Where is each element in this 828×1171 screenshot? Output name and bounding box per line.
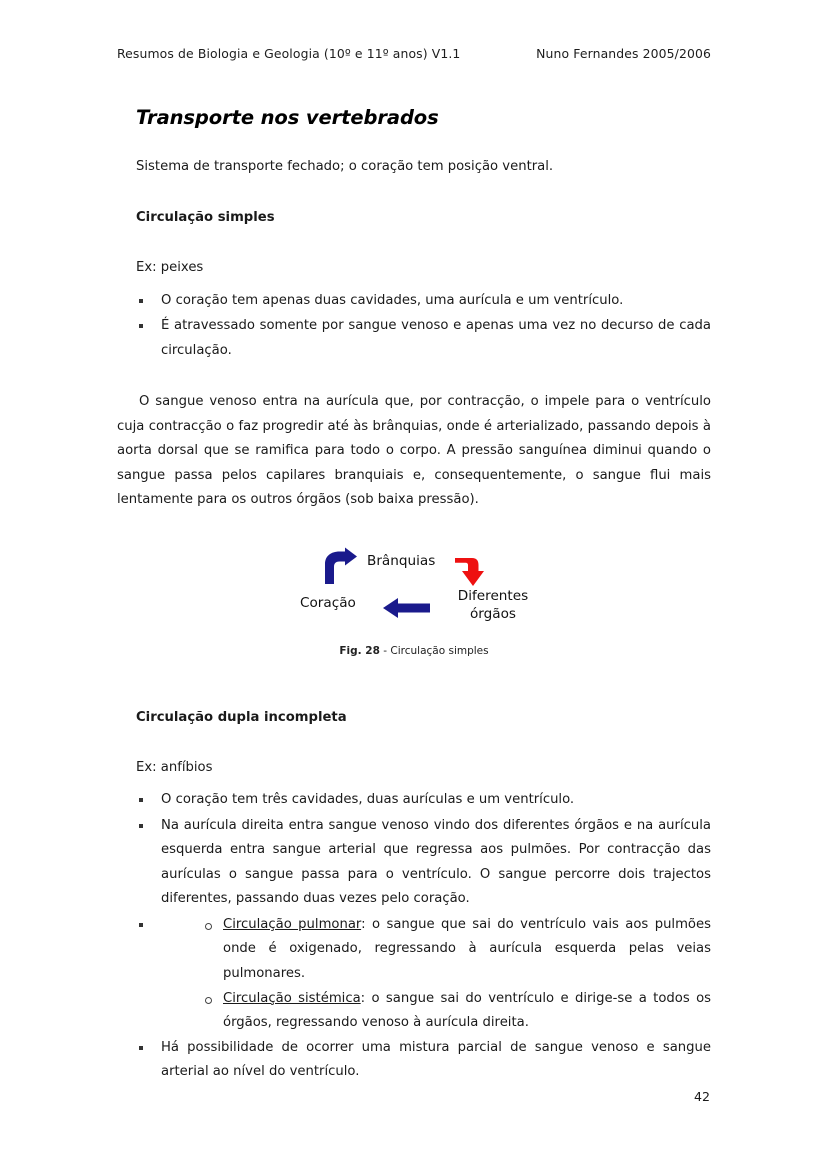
figure-diagram	[117, 541, 711, 641]
list-item: Na aurícula direita entra sangue venoso vindo dos diferentes órgãos e na aurícula esquerda entra sangue arterial que regressa aos pulmões. Por contracção das aurículas o sangue passa para o ventrículo. O sangue percorre dois trajectos diferentes, passando duas vezes pelo coração.	[117, 814, 711, 912]
arrow-left-icon	[383, 597, 431, 619]
list-item: O coração tem três cavidades, duas aurículas e um ventrículo.	[117, 788, 711, 813]
page-title: Transporte nos vertebrados	[136, 106, 439, 130]
sublist-container	[117, 913, 711, 1036]
term-circulacao-sistemica: Circulação sistémica	[223, 990, 361, 1006]
diagram-label-branquias: Brânquias	[367, 552, 436, 569]
heading-circulacao-dupla-incompleta: Circulação dupla incompleta	[136, 709, 347, 725]
header-right-text: Nuno Fernandes 2005/2006	[536, 46, 711, 61]
example-peixes: Ex: peixes	[136, 260, 204, 276]
paragraph-circulacao-simples: O sangue venoso entra na aurícula que, por contracção, o impele para o ventrículo cuja contracção o faz progredir até às brânquias, onde é arterializado, passando depois à aorta dorsal que se ramifica para todo o corpo. A pressão sanguínea diminui quando o sangue passa pelos capilares branquiais e, consequentemente, o sangue flui mais lentamente para os outros órgãos (sob baixa pressão).	[117, 394, 711, 508]
diagram-label-line2: órgãos	[469, 605, 517, 622]
figure-caption-number: Fig. 28	[339, 644, 380, 657]
curved-arrow-right-down-icon	[450, 547, 490, 589]
example-anfibios: Ex: anfíbios	[136, 759, 213, 775]
list-item: O coração tem apenas duas cavidades, uma aurícula e um ventrículo.	[117, 289, 711, 314]
diagram-label-coracao: Coração	[300, 594, 356, 611]
term-sistemica-description: : o sangue sai do ventrículo e dirige-se a todos os órgãos, regressando venoso à aurícula direita.	[223, 990, 712, 1031]
term-circulacao-pulmonar: Circulação pulmonar	[223, 916, 362, 932]
page-number: 42	[694, 1089, 711, 1104]
bullet-list-simples	[117, 289, 711, 364]
figure-caption-text: - Circulação simples	[379, 644, 489, 657]
sub-list-item-pulmonar	[117, 913, 711, 987]
figure-caption	[117, 645, 711, 657]
diagram-label-line1: Diferentes	[457, 587, 529, 604]
heading-circulacao-simples: Circulação simples	[136, 210, 275, 226]
figure-28	[117, 541, 711, 673]
sub-list-item-sistemica	[117, 987, 711, 1036]
term-pulmonar-description: : o sangue que sai do ventrículo vais aos pulmões onde é oxigenado, regressando à aurícula esquerda pelas veias pulmonares.	[223, 916, 711, 981]
sub-bullet-list	[117, 913, 711, 1036]
curved-arrow-up-right-icon	[320, 547, 360, 585]
diagram-label-diferentes-orgaos	[445, 588, 541, 624]
list-item: Há possibilidade de ocorrer uma mistura parcial de sangue venoso e sangue arterial ao nível do ventrículo.	[117, 1036, 711, 1085]
intro-paragraph: Sistema de transporte fechado; o coração tem posição ventral.	[136, 159, 554, 175]
header-left-text: Resumos de Biologia e Geologia (10º e 11º anos) V1.1	[117, 46, 461, 61]
page-header	[117, 46, 711, 61]
document-body	[117, 142, 711, 1086]
list-item: É atravessado somente por sangue venoso e apenas uma vez no decurso de cada circulação.	[117, 314, 711, 363]
bullet-list-dupla	[117, 788, 711, 1085]
